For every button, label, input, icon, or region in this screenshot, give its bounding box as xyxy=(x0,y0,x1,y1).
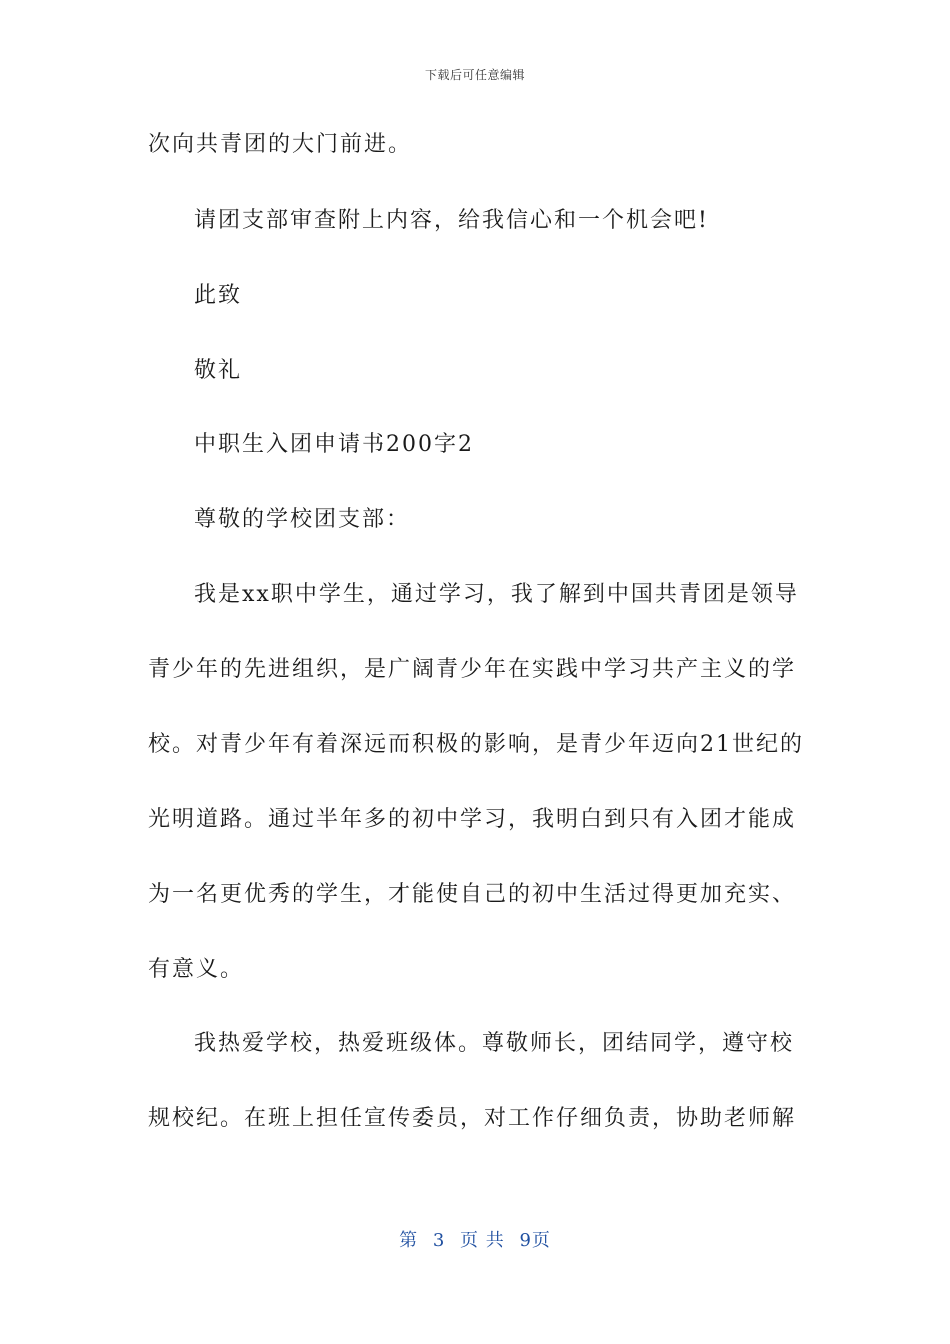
closing-regards: 敬礼 xyxy=(194,358,243,383)
paragraph-line: 校。对青少年有着深远而积极的影响，是青少年迈向21世纪的 xyxy=(148,732,804,757)
paragraph-line: 青少年的先进组织，是广阔青少年在实践中学习共产主义的学 xyxy=(148,657,797,682)
closing-salutation: 此致 xyxy=(194,283,243,308)
footer-current-page: 3 xyxy=(432,1230,446,1251)
paragraph-line: 为一名更优秀的学生，才能使自己的初中生活过得更加充实、 xyxy=(148,882,797,907)
paragraph-line: 次向共青团的大门前进。 xyxy=(148,132,413,157)
paragraph-line: 我热爱学校，热爱班级体。尊敬师长，团结同学，遵守校 xyxy=(194,1031,795,1056)
section-title: 中职生入团申请书200字2 xyxy=(194,432,474,457)
footer-total-pages: 9页 xyxy=(519,1230,551,1251)
paragraph-line: 光明道路。通过半年多的初中学习，我明白到只有入团才能成 xyxy=(148,807,797,832)
page-header: 下载后可任意编辑 xyxy=(424,68,525,82)
footer-middle: 页 共 xyxy=(460,1230,505,1251)
footer-prefix: 第 xyxy=(399,1230,419,1251)
paragraph-line: 有意义。 xyxy=(148,957,245,982)
page-footer xyxy=(0,1226,950,1252)
paragraph-line: 我是xx职中学生，通过学习，我了解到中国共青团是领导 xyxy=(194,582,799,607)
paragraph-line: 请团支部审查附上内容，给我信心和一个机会吧! xyxy=(194,208,709,233)
paragraph-line: 规校纪。在班上担任宣传委员，对工作仔细负责，协助老师解 xyxy=(148,1106,797,1131)
greeting-line: 尊敬的学校团支部： xyxy=(194,507,411,532)
